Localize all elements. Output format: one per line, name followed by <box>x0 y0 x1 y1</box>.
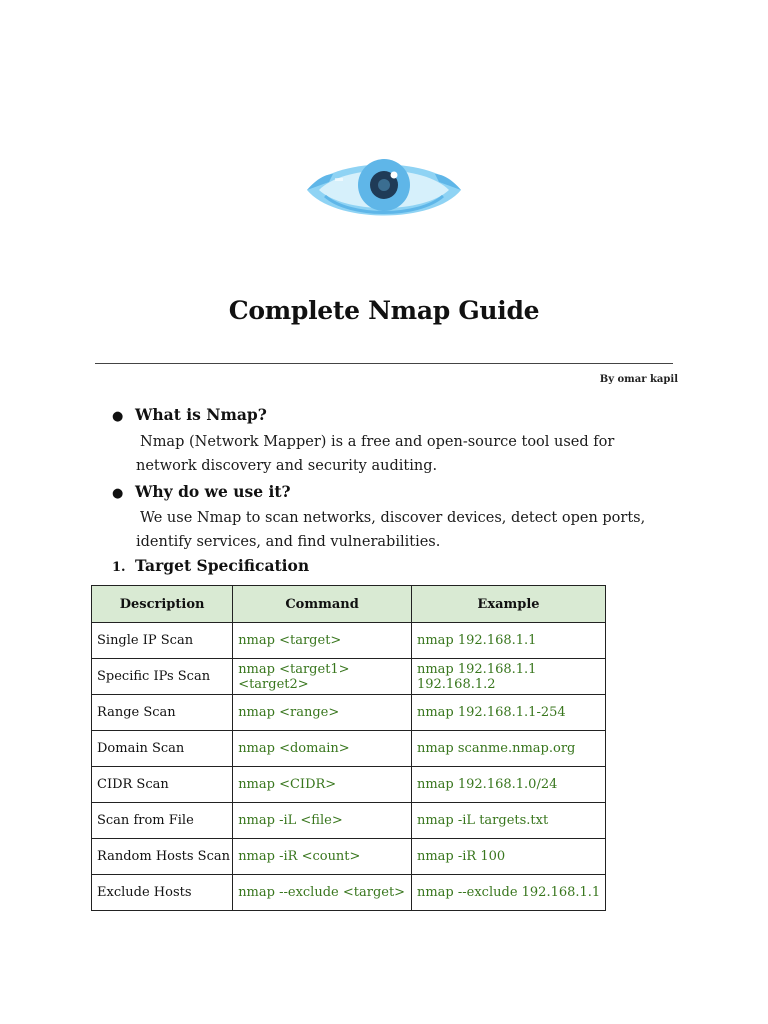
cell-command: nmap --exclude <target> <box>233 875 412 911</box>
author-byline: By omar kapil <box>599 374 678 385</box>
table-header-row <box>92 586 606 623</box>
cell-command: nmap <range> <box>233 695 412 731</box>
section-paragraph: We use Nmap to scan networks, discover devices, detect open ports, identify services, and find vulnerabilities. <box>136 510 646 550</box>
table-row <box>92 875 606 911</box>
numbered-heading-label: Target Specification <box>135 556 310 575</box>
bullet-icon: ● <box>112 486 124 501</box>
cell-example: nmap 192.168.1.1 <box>411 623 605 659</box>
section-paragraph: Nmap (Network Mapper) is a free and open-source tool used for network discovery and security auditing. <box>136 434 615 474</box>
cell-description: Range Scan <box>92 695 233 731</box>
cell-command: nmap -iR <count> <box>233 839 412 875</box>
table-row <box>92 767 606 803</box>
cell-example: nmap --exclude 192.168.1.1 <box>411 875 605 911</box>
cell-command: nmap <target> <box>233 623 412 659</box>
target-specification-table <box>91 585 606 911</box>
section-heading-label: Why do we use it? <box>135 482 291 501</box>
section-heading-what-is-nmap <box>112 405 267 424</box>
title-divider <box>95 363 673 364</box>
table-row <box>92 839 606 875</box>
table-row <box>92 731 606 767</box>
cell-command: nmap -iL <file> <box>233 803 412 839</box>
cell-description: Exclude Hosts <box>92 875 233 911</box>
table-row <box>92 695 606 731</box>
eye-logo-icon <box>305 148 463 228</box>
table-row <box>92 659 606 695</box>
table-row <box>92 623 606 659</box>
cell-description: Domain Scan <box>92 731 233 767</box>
cell-command: nmap <domain> <box>233 731 412 767</box>
cell-description: CIDR Scan <box>92 767 233 803</box>
section-heading-label: What is Nmap? <box>135 405 267 424</box>
section-heading-why-use-it <box>112 482 291 501</box>
column-header-description: Description <box>92 586 233 623</box>
cell-description: Random Hosts Scan <box>92 839 233 875</box>
cell-description: Specific IPs Scan <box>92 659 233 695</box>
cell-example: nmap -iL targets.txt <box>411 803 605 839</box>
cell-example: nmap 192.168.1.0/24 <box>411 767 605 803</box>
cell-example: nmap scanme.nmap.org <box>411 731 605 767</box>
numbered-heading-target-specification <box>112 556 309 575</box>
cell-command: nmap <CIDR> <box>233 767 412 803</box>
column-header-command: Command <box>233 586 412 623</box>
list-number: 1. <box>112 560 126 575</box>
page-title: Complete Nmap Guide <box>228 296 540 325</box>
cell-description: Scan from File <box>92 803 233 839</box>
cell-example: nmap 192.168.1.1-254 <box>411 695 605 731</box>
table-row <box>92 803 606 839</box>
cell-example: nmap -iR 100 <box>411 839 605 875</box>
column-header-example: Example <box>411 586 605 623</box>
cell-example: nmap 192.168.1.1 192.168.1.2 <box>411 659 605 695</box>
cell-command: nmap <target1> <target2> <box>233 659 412 695</box>
bullet-icon: ● <box>112 409 124 424</box>
cell-description: Single IP Scan <box>92 623 233 659</box>
